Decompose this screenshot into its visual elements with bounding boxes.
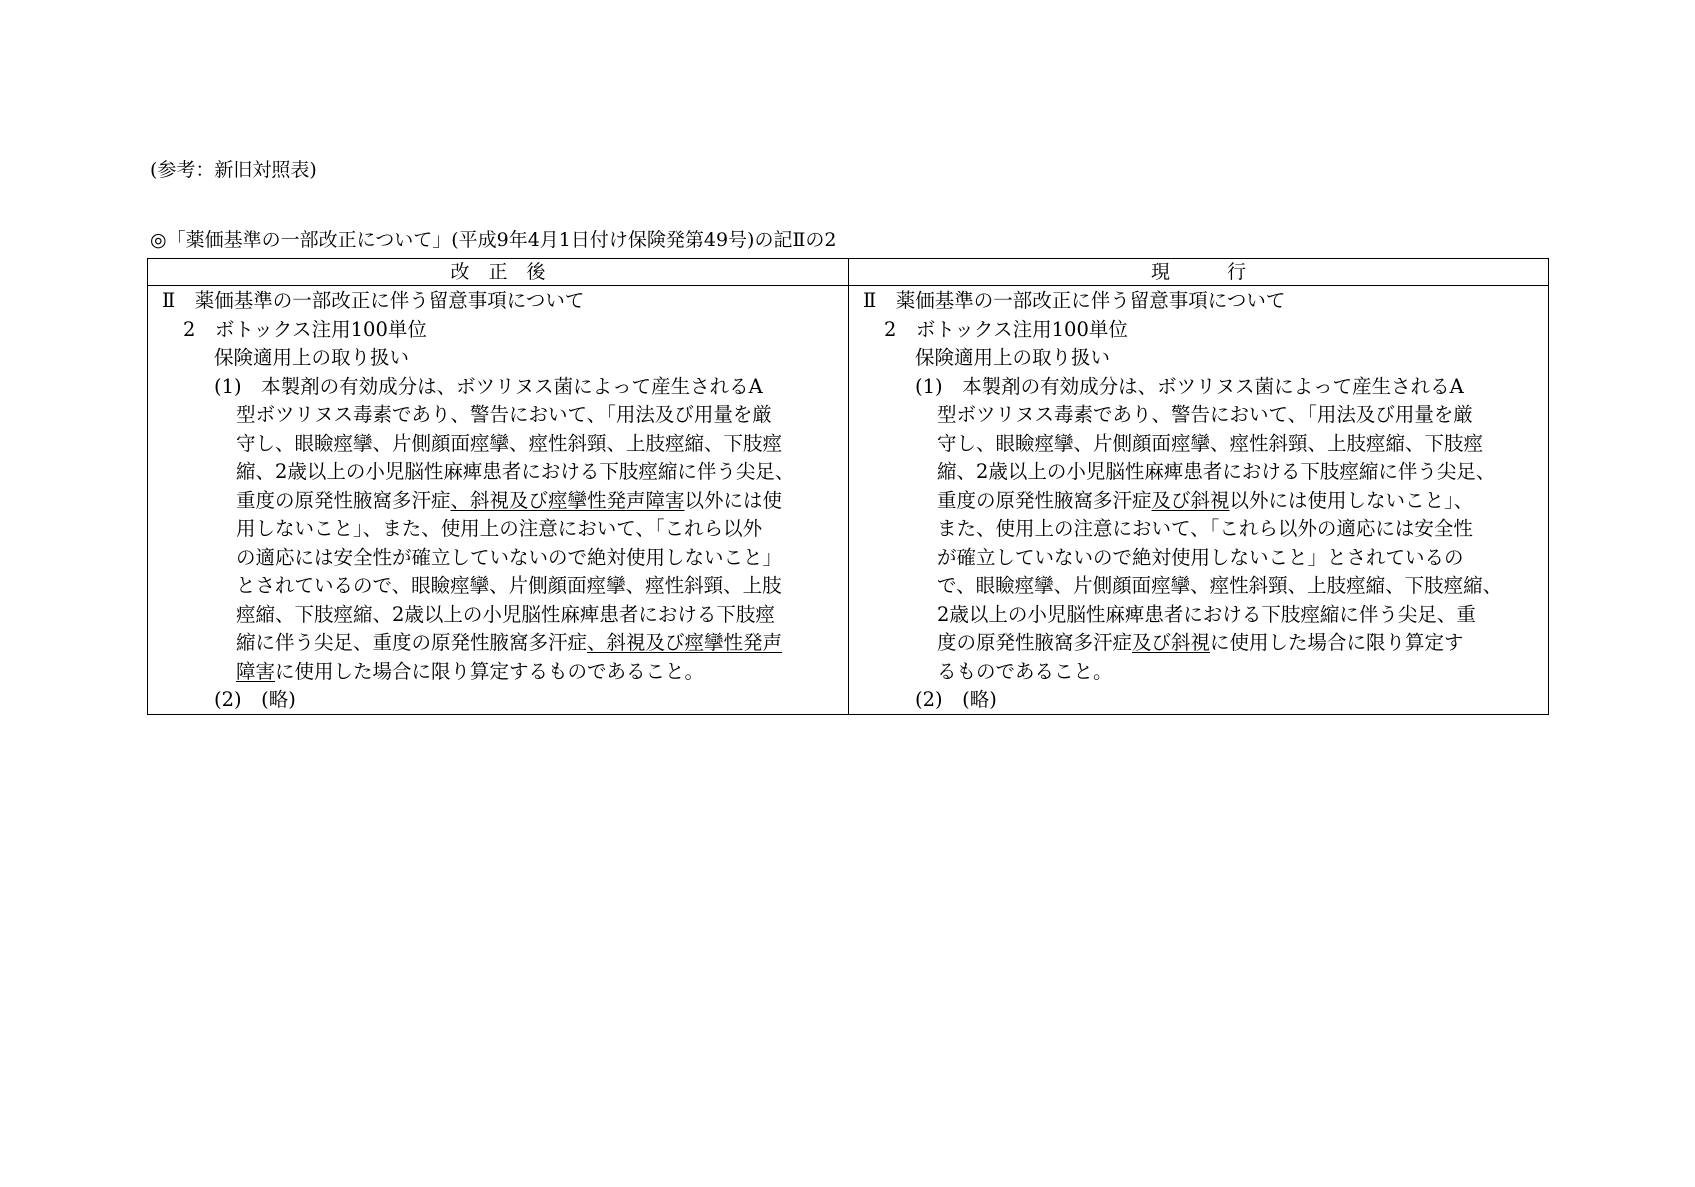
paragraph-1-line-2: 型ボツリヌス毒素であり、警告において、「用法及び用量を厳 (236, 403, 772, 426)
paragraph-1-line-8: で、眼瞼痙攣、片側顔面痙攣、痙性斜頸、上肢痙縮、下肢痙縮、 (937, 574, 1503, 597)
subheading: 保険適用上の取り扱い (214, 346, 410, 369)
item-heading: 2 ボトックス注用100単位 (884, 317, 1128, 341)
text-run: 本製剤の有効成分は、ボツリヌス菌によって産生されるA (962, 374, 1464, 398)
paragraph-1-line-9: 痙縮、下肢痙縮、2歳以上の小児脳性麻痺患者における下肢痙 (236, 602, 775, 626)
text-run: 本製剤の有効成分は、ボツリヌス菌によって産生されるA (261, 374, 763, 398)
reference-note: (参考：新旧対照表) (150, 159, 317, 181)
paragraph-1-line-11: るものであること。 (937, 659, 1113, 683)
paragraph-1-line-3: 守し、眼瞼痙攣、片側顔面痙攣、痙性斜頸、上肢痙縮、下肢痙 (937, 431, 1484, 455)
paragraph-1-line-1 (214, 373, 763, 402)
paragraph-1-line-3: 守し、眼瞼痙攣、片側顔面痙攣、痙性斜頸、上肢痙縮、下肢痙 (236, 431, 783, 455)
item-heading: 2 ボトックス注用100単位 (183, 317, 427, 341)
text-run: 重度の原発性腋窩多汗症 (236, 488, 451, 512)
section-heading: Ⅱ 薬価基準の一部改正に伴う留意事項について (863, 289, 1286, 312)
underlined-amendment: 、斜視及び痙攣性発声障害 (450, 488, 685, 512)
paragraph-1-line-4: 縮、2歳以上の小児脳性麻痺患者における下肢痙縮に伴う尖足、 (236, 460, 795, 483)
paragraph-1-line-5 (236, 487, 782, 516)
paragraph-1-line-7: の適応には安全性が確立していないので絶対使用しないこと」 (236, 545, 783, 569)
paragraph-1-line-10 (937, 629, 1464, 658)
paragraph-1-label: (1) (214, 374, 262, 398)
paragraph-1-line-5 (937, 487, 1473, 516)
paragraph-1-line-6: 用しないこと」、また、使用上の注意において、「これら以外 (236, 517, 763, 540)
paragraph-1-label: (1) (915, 374, 963, 398)
underlined-amendment: 障害 (236, 659, 276, 683)
paragraph-1-line-11 (236, 658, 704, 687)
document-title: ◎「薬価基準の一部改正について」(平成9年4月1日付け保険発第49号)の記Ⅱの2 (150, 229, 837, 251)
current-column (849, 287, 1548, 714)
text-run: に使用した場合に限り算定するものであること。 (275, 659, 705, 683)
underlined-amendment: 及び斜視 (1151, 488, 1230, 512)
paragraph-1-line-10 (236, 629, 782, 658)
text-run: に使用した場合に限り算定す (1210, 631, 1464, 654)
text-run: 縮に伴う尖足、重度の原発性腋窩多汗症 (236, 631, 588, 654)
table-header-row (148, 259, 1548, 286)
after-revision-column (148, 287, 848, 714)
paragraph-1-line-1 (915, 373, 1464, 402)
section-heading: Ⅱ 薬価基準の一部改正に伴う留意事項について (162, 289, 585, 312)
text-run: 重度の原発性腋窩多汗症 (937, 488, 1152, 512)
header-current: 現 行 (1150, 261, 1246, 283)
paragraph-1-line-9: 2歳以上の小児脳性麻痺患者における下肢痙縮に伴う尖足、重 (937, 602, 1476, 626)
text-run: 以外には使 (684, 488, 783, 512)
paragraph-1-line-8: とされているので、眼瞼痙攣、片側顔面痙攣、痙性斜頸、上肢 (236, 574, 782, 597)
paragraph-2: (2) (略) (915, 688, 997, 711)
underlined-amendment: 、斜視及び痙攣性発声 (587, 631, 783, 654)
subheading: 保険適用上の取り扱い (915, 346, 1111, 369)
paragraph-2: (2) (略) (214, 688, 296, 711)
comparison-table (147, 258, 1549, 715)
paragraph-1-line-7: が確立していないので絶対使用しないこと」とされているの (937, 545, 1464, 569)
text-run: 度の原発性腋窩多汗症 (937, 631, 1133, 654)
paragraph-1-line-4: 縮、2歳以上の小児脳性麻痺患者における下肢痙縮に伴う尖足、 (937, 460, 1496, 483)
header-after-revision: 改 正 後 (450, 261, 546, 283)
text-run: 以外には使用しないこと」、 (1229, 488, 1474, 512)
paragraph-1-line-6: また、使用上の注意において、「これら以外の適応には安全性 (937, 517, 1473, 540)
paragraph-1-line-2: 型ボツリヌス毒素であり、警告において、「用法及び用量を厳 (937, 403, 1473, 426)
underlined-amendment: 及び斜視 (1132, 631, 1211, 654)
